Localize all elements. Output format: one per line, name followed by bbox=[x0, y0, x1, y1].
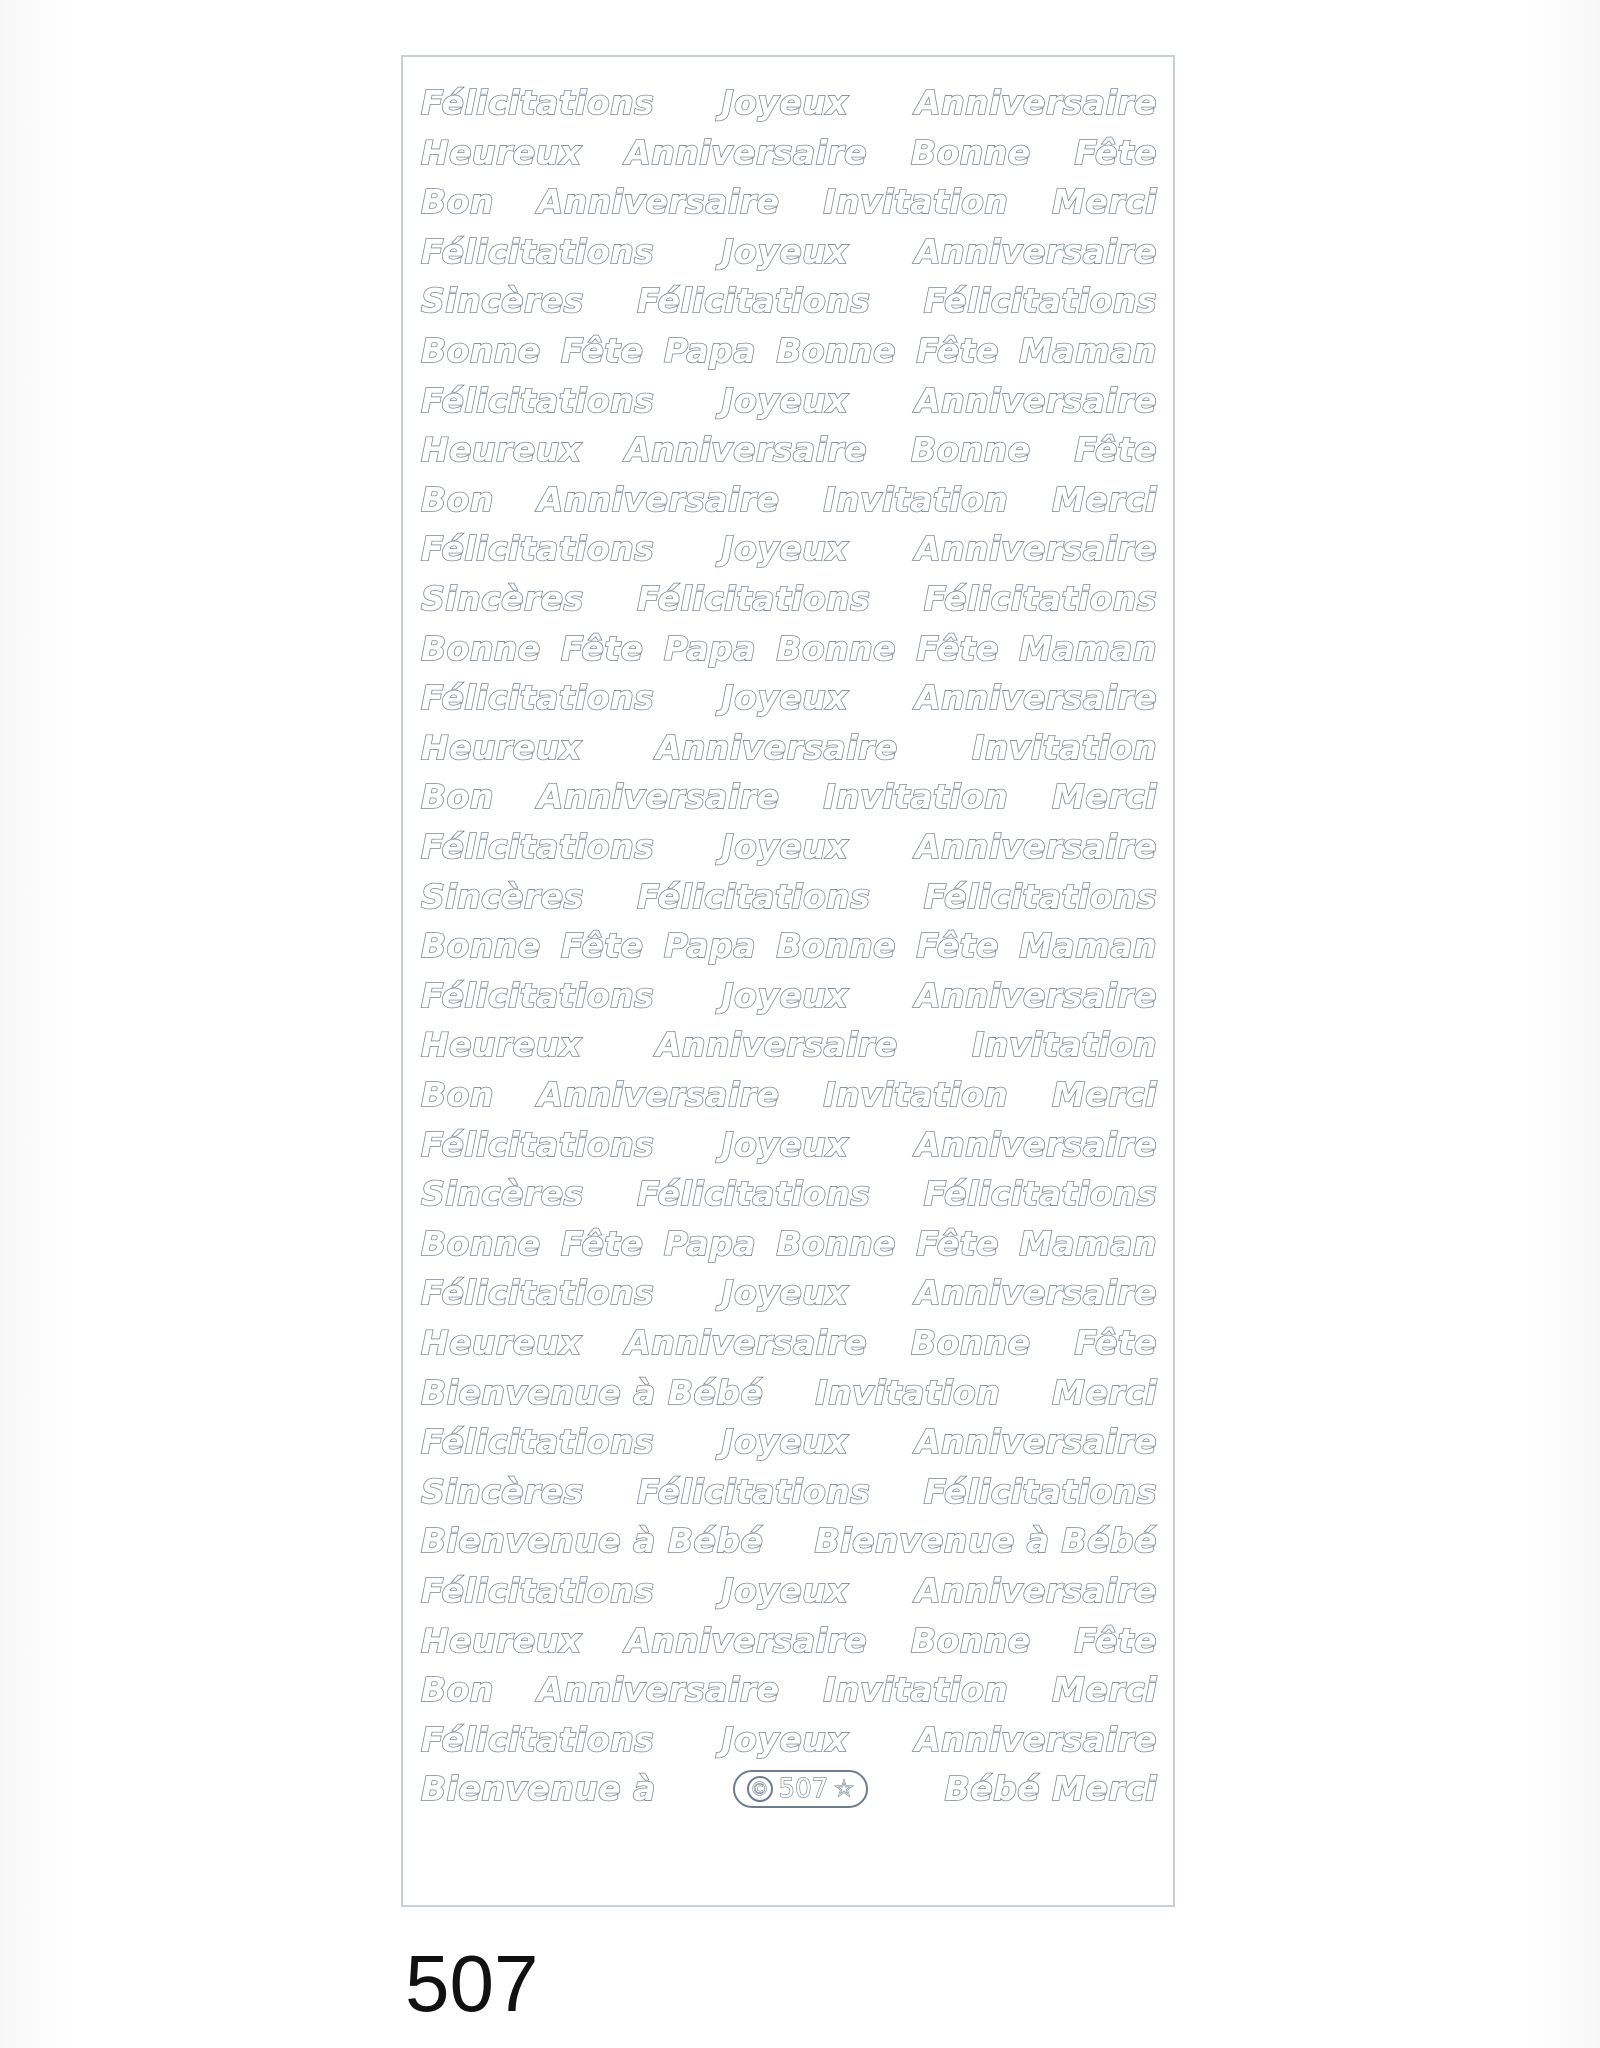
sticker-row bbox=[421, 129, 1157, 177]
sticker-text: Joyeux bbox=[721, 231, 849, 271]
sticker-text: Fête bbox=[561, 331, 644, 370]
sticker-text: Bébé Merci bbox=[944, 1769, 1157, 1809]
sticker-text: Bonne bbox=[421, 331, 541, 370]
sticker-row bbox=[421, 426, 1157, 474]
sticker-text: Joyeux bbox=[721, 975, 849, 1015]
sticker-text: Fête bbox=[561, 1223, 644, 1263]
sticker-text: Invitation bbox=[972, 1025, 1157, 1065]
sticker-text: Anniversaire bbox=[537, 182, 780, 222]
sticker-text: Bienvenue à Bébé bbox=[814, 1521, 1157, 1561]
sticker-text: Anniversaire bbox=[625, 132, 868, 172]
sticker-text: Merci bbox=[1052, 1372, 1157, 1412]
sticker-row bbox=[421, 476, 1157, 524]
sticker-text: Heureux bbox=[421, 430, 582, 470]
sticker-text: Félicitations bbox=[421, 529, 655, 569]
sticker-text: Joyeux bbox=[721, 380, 849, 420]
sticker-text: Anniversaire bbox=[537, 1670, 780, 1710]
sticker-text: Anniversaire bbox=[915, 1571, 1157, 1610]
sticker-text: Invitation bbox=[823, 182, 1009, 222]
sticker-text: Papa bbox=[663, 331, 757, 370]
sticker-text: Bonne bbox=[421, 926, 541, 966]
sticker-text: Joyeux bbox=[721, 529, 849, 569]
sticker-text: Félicitations bbox=[637, 1471, 871, 1511]
sticker-text: Félicitations bbox=[923, 1174, 1157, 1214]
sticker-text: Anniversaire bbox=[915, 529, 1157, 569]
sticker-text: Félicitations bbox=[923, 876, 1157, 916]
sticker-text: Bonne bbox=[421, 1223, 541, 1263]
sticker-text: Anniversaire bbox=[915, 1422, 1157, 1462]
sticker-row bbox=[421, 1468, 1157, 1516]
sticker-row bbox=[421, 724, 1157, 772]
sticker-text: Maman bbox=[1019, 926, 1157, 966]
sticker-text: Sincères bbox=[421, 1174, 584, 1214]
sticker-row bbox=[421, 228, 1157, 276]
sticker-text: Félicitations bbox=[637, 579, 871, 618]
sticker-text: Anniversaire bbox=[625, 430, 868, 470]
sticker-text: Sincères bbox=[421, 1471, 584, 1511]
sticker-text: Joyeux bbox=[721, 678, 849, 718]
sticker-text: Anniversaire bbox=[915, 1273, 1157, 1313]
sticker-text: Bon bbox=[421, 1075, 494, 1114]
sticker-text: Joyeux bbox=[721, 83, 849, 122]
sticker-row bbox=[421, 1666, 1157, 1714]
sticker-text: Félicitations bbox=[421, 827, 655, 866]
sticker-text: Merci bbox=[1052, 182, 1157, 222]
sticker-text: Joyeux bbox=[721, 1124, 849, 1164]
sticker-text: Invitation bbox=[815, 1372, 1001, 1412]
sticker-text: Merci bbox=[1052, 1670, 1157, 1710]
sticker-row bbox=[421, 1369, 1157, 1417]
product-number: 507 bbox=[405, 1939, 539, 2028]
sticker-text: Joyeux bbox=[721, 1422, 849, 1462]
sticker-text: Papa bbox=[663, 628, 757, 668]
sticker-text: Invitation bbox=[823, 1075, 1009, 1114]
sticker-text: Invitation bbox=[823, 1670, 1009, 1710]
sticker-row bbox=[421, 972, 1157, 1020]
sticker-text: Sincères bbox=[421, 281, 584, 321]
sticker-text: Fête bbox=[916, 628, 999, 668]
sticker-text: Bienvenue à Bébé bbox=[421, 1372, 764, 1412]
sticker-text: Fête bbox=[916, 926, 999, 966]
copyright-icon: © bbox=[747, 1776, 773, 1802]
sticker-text: Heureux bbox=[421, 727, 582, 767]
sticker-text: Joyeux bbox=[721, 827, 849, 866]
sticker-row bbox=[421, 575, 1157, 623]
sticker-text: Fête bbox=[1074, 430, 1157, 470]
sticker-text: Invitation bbox=[823, 777, 1009, 817]
sticker-text: Anniversaire bbox=[655, 727, 898, 767]
sticker-text: Fête bbox=[1074, 132, 1157, 172]
sticker-row bbox=[421, 674, 1157, 722]
sticker-text: Anniversaire bbox=[655, 1025, 898, 1065]
sticker-row bbox=[421, 1617, 1157, 1665]
sticker-row bbox=[421, 1716, 1157, 1764]
sticker-text: Heureux bbox=[421, 1323, 582, 1362]
sticker-text: Bonne bbox=[421, 628, 541, 668]
sticker-text: Félicitations bbox=[923, 1471, 1157, 1511]
sticker-text: Félicitations bbox=[923, 579, 1157, 618]
sticker-text: Papa bbox=[663, 926, 757, 966]
sticker-text: Bonne bbox=[776, 628, 897, 668]
sticker-text: Félicitations bbox=[421, 380, 655, 420]
sticker-text: Invitation bbox=[972, 727, 1157, 767]
sticker-text: Fête bbox=[916, 1223, 999, 1263]
sticker-text: Maman bbox=[1019, 628, 1157, 668]
sticker-text: Anniversaire bbox=[915, 1124, 1157, 1164]
sticker-text: Sincères bbox=[421, 579, 584, 618]
sticker-text: Anniversaire bbox=[537, 479, 780, 519]
sticker-text: Bonne bbox=[910, 430, 1031, 470]
sticker-row bbox=[421, 1269, 1157, 1317]
sticker-text: Fête bbox=[1074, 1620, 1157, 1660]
sticker-row bbox=[421, 1220, 1157, 1268]
sticker-text: Anniversaire bbox=[915, 975, 1157, 1015]
product-code-text: 507 bbox=[778, 1774, 829, 1805]
sticker-text: Joyeux bbox=[721, 1571, 849, 1610]
sticker-text: Merci bbox=[1052, 1075, 1157, 1114]
sticker-text: Anniversaire bbox=[625, 1620, 868, 1660]
sticker-row bbox=[421, 1319, 1157, 1367]
sticker-text: Fête bbox=[561, 628, 644, 668]
sticker-text: Anniversaire bbox=[915, 231, 1157, 271]
sticker-text: Maman bbox=[1019, 331, 1157, 370]
sticker-row bbox=[421, 79, 1157, 127]
sticker-text: Félicitations bbox=[637, 876, 871, 916]
sticker-row bbox=[421, 922, 1157, 970]
sticker-text: Félicitations bbox=[923, 281, 1157, 321]
sticker-row bbox=[421, 873, 1157, 921]
sticker-text: Félicitations bbox=[421, 1571, 655, 1610]
sticker-text: Papa bbox=[663, 1223, 757, 1263]
sticker-text: Bonne bbox=[776, 1223, 897, 1263]
sticker-text: Heureux bbox=[421, 1620, 582, 1660]
sticker-text: Anniversaire bbox=[915, 83, 1157, 122]
sticker-text: Fête bbox=[1074, 1323, 1157, 1362]
sticker-row bbox=[421, 1071, 1157, 1119]
sticker-text: Félicitations bbox=[421, 83, 655, 122]
sticker-row bbox=[421, 377, 1157, 425]
sticker-text: Félicitations bbox=[421, 1124, 655, 1164]
sticker-text: Bon bbox=[421, 479, 494, 519]
sticker-text: Fête bbox=[561, 926, 644, 966]
sticker-text: Félicitations bbox=[421, 1719, 655, 1759]
sticker-text: Sincères bbox=[421, 876, 584, 916]
sticker-text: Anniversaire bbox=[915, 827, 1157, 866]
sticker-text: Bonne bbox=[776, 926, 897, 966]
sticker-text: Anniversaire bbox=[915, 1719, 1157, 1759]
product-code-badge bbox=[733, 1770, 868, 1808]
sticker-text: Heureux bbox=[421, 132, 582, 172]
sticker-text: Anniversaire bbox=[625, 1323, 868, 1362]
sticker-text: Bonne bbox=[910, 1620, 1031, 1660]
sticker-text: Bonne bbox=[776, 331, 897, 370]
sticker-text: Invitation bbox=[823, 479, 1009, 519]
sticker-row bbox=[421, 1121, 1157, 1169]
sticker-text: Félicitations bbox=[637, 281, 871, 321]
sticker-text: Félicitations bbox=[421, 1422, 655, 1462]
sticker-text: Félicitations bbox=[421, 231, 655, 271]
sticker-text: Maman bbox=[1019, 1223, 1157, 1263]
sticker-row bbox=[421, 1418, 1157, 1466]
sticker-text: Félicitations bbox=[421, 1273, 655, 1313]
sticker-text: Anniversaire bbox=[915, 678, 1157, 718]
sticker-row bbox=[421, 1567, 1157, 1615]
sticker-text: Merci bbox=[1052, 479, 1157, 519]
sticker-row bbox=[421, 773, 1157, 821]
sticker-text: Bon bbox=[421, 777, 494, 817]
sticker-row bbox=[421, 1170, 1157, 1218]
sticker-text: Anniversaire bbox=[915, 380, 1157, 420]
sticker-text: Bienvenue à Bébé bbox=[421, 1521, 764, 1561]
sticker-text: Bonne bbox=[910, 132, 1031, 172]
sticker-row bbox=[421, 327, 1157, 375]
sticker-text: Joyeux bbox=[721, 1719, 849, 1759]
sticker-text: Félicitations bbox=[421, 678, 655, 718]
sticker-row bbox=[421, 625, 1157, 673]
sticker-text: Merci bbox=[1052, 777, 1157, 817]
sticker-row bbox=[421, 1517, 1157, 1565]
sticker-row bbox=[421, 277, 1157, 325]
star-outline-icon: ☆ bbox=[834, 1776, 854, 1802]
sticker-row bbox=[421, 823, 1157, 871]
sticker-text: Bon bbox=[421, 182, 494, 222]
sticker-row bbox=[421, 525, 1157, 573]
sticker-text: Heureux bbox=[421, 1025, 582, 1065]
sticker-row bbox=[421, 1021, 1157, 1069]
sticker-row bbox=[421, 178, 1157, 226]
sticker-text: Bon bbox=[421, 1670, 494, 1710]
sticker-text: Anniversaire bbox=[537, 777, 780, 817]
sticker-row-last bbox=[421, 1765, 1157, 1813]
sticker-text: Joyeux bbox=[721, 1273, 849, 1313]
sticker-text: Fête bbox=[916, 331, 999, 370]
sticker-text: Anniversaire bbox=[537, 1075, 780, 1114]
sticker-text: Bonne bbox=[910, 1323, 1031, 1362]
sticker-text: Félicitations bbox=[421, 975, 655, 1015]
sticker-text: Bienvenue à bbox=[421, 1769, 656, 1809]
sticker-text: Félicitations bbox=[637, 1174, 871, 1214]
sticker-sheet bbox=[401, 55, 1175, 1907]
